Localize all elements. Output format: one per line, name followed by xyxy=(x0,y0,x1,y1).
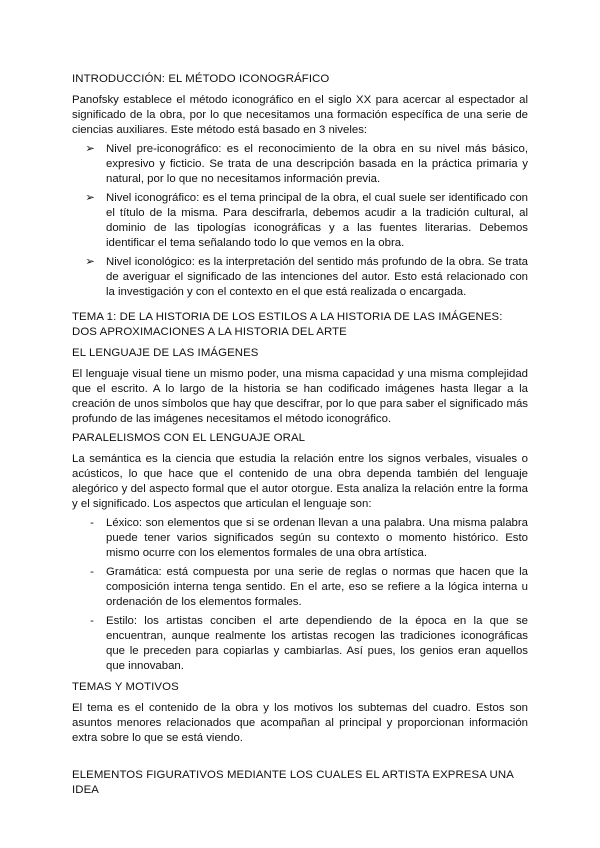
level-text: Nivel iconográfico: es el tema principal de la obra, el cual suele ser identificado con el título de la misma. Para descifrarla, debemos acudir a la tradición cultural, al dominio de las tipologías iconográficas y a las fuentes literarias. Debemos identificar el tema señalando todo lo que vemos en la obra. xyxy=(106,192,528,249)
temas-paragraph: El tema es el contenido de la obra y los motivos los subtemas del cuadro. Estos son asuntos menores relacionados que acompañan al principal y proporcionan información extra sobre lo que se está viendo. xyxy=(72,702,528,744)
aspect-text: Estilo: los artistas conciben el arte dependiendo de la época en la que se encuentran, aunque realmente los artistas recogen las tradiciones iconográficas que le preceden para copiarlas y cambiarlas. Así pues, los genios eran aquellos que innovaban. xyxy=(106,615,528,672)
list-item xyxy=(72,614,528,674)
elementos-heading: ELEMENTOS FIGURATIVOS MEDIANTE LOS CUALES EL ARTISTA EXPRESA UNA IDEA xyxy=(72,769,514,796)
level-text: Nivel iconológico: es la interpretación del sentido más profundo de la obra. Se trata de averiguar el significado de las intenciones del autor. Esto está relacionado con la investigación y con el contexto en el que está realizada o encargada. xyxy=(106,256,528,298)
list-item xyxy=(72,565,528,610)
arrow-bullet-icon: ➢ xyxy=(85,143,95,155)
levels-list xyxy=(72,142,528,300)
arrow-bullet-icon: ➢ xyxy=(85,192,95,204)
aspect-text: Léxico: son elementos que si se ordenan llevan a una palabra. Una misma palabra puede tener varios significados según su contexto o momento histórico. Esto mismo ocurre con los elementos formales de una obra artística. xyxy=(106,517,528,559)
dash-bullet-icon: - xyxy=(90,517,94,529)
list-item xyxy=(72,191,528,251)
list-item xyxy=(72,142,528,187)
level-text: Nivel pre-iconográfico: es el reconocimiento de la obra en su nivel más básico, expresivo y ficticio. Se trata de una descripción basada en la práctica primaria y natural, por lo que no necesitamos información previa. xyxy=(106,143,528,185)
intro-paragraph: Panofsky establece el método iconográfico en el siglo XX para acercar al espectador al significado de la obra, por lo que necesitamos una formación específica de una serie de ciencias auxiliares. Este método está basado en 3 niveles: xyxy=(72,94,528,136)
paralelismos-heading: PARALELISMOS CON EL LENGUAJE ORAL xyxy=(72,432,306,444)
temas-heading: TEMAS Y MOTIVOS xyxy=(72,681,179,693)
lenguaje-paragraph: El lenguaje visual tiene un mismo poder, una misma capacidad y una misma complejidad que el escrito. A lo largo de la historia se han codificado imágenes hasta llegar a la creación de unos símbolos que hay que descifrar, por lo que para saber el significado más profundo de las imágenes necesitamos el método iconográfico. xyxy=(72,368,528,425)
aspect-text: Gramática: está compuesta por una serie de reglas o normas que hacen que la composición interna tenga sentido. En el arte, eso se refiere a la lógica interna u ordenación de los elementos formales. xyxy=(106,566,528,608)
intro-heading: INTRODUCCIÓN: EL MÉTODO ICONOGRÁFICO xyxy=(72,73,330,85)
list-item xyxy=(72,516,528,561)
list-item xyxy=(72,255,528,300)
lenguaje-heading: EL LENGUAJE DE LAS IMÁGENES xyxy=(72,347,259,359)
aspects-list xyxy=(72,516,528,674)
paralelismos-paragraph: La semántica es la ciencia que estudia la relación entre los signos verbales, visuales o acústicos, lo que hace que el contenido de una obra dependa también del lenguaje alegórico y del aspecto formal que el autor otorgue. Esta analiza la relación entre la forma y el significado. Los aspectos que articulan el lenguaje son: xyxy=(72,453,528,510)
dash-bullet-icon: - xyxy=(90,615,94,627)
tema1-heading: TEMA 1: DE LA HISTORIA DE LOS ESTILOS A LA HISTORIA DE LAS IMÁGENES: DOS APROXIMACIONES A LA HISTORIA DEL ARTE xyxy=(72,311,503,338)
dash-bullet-icon: - xyxy=(90,566,94,578)
arrow-bullet-icon: ➢ xyxy=(85,256,95,268)
